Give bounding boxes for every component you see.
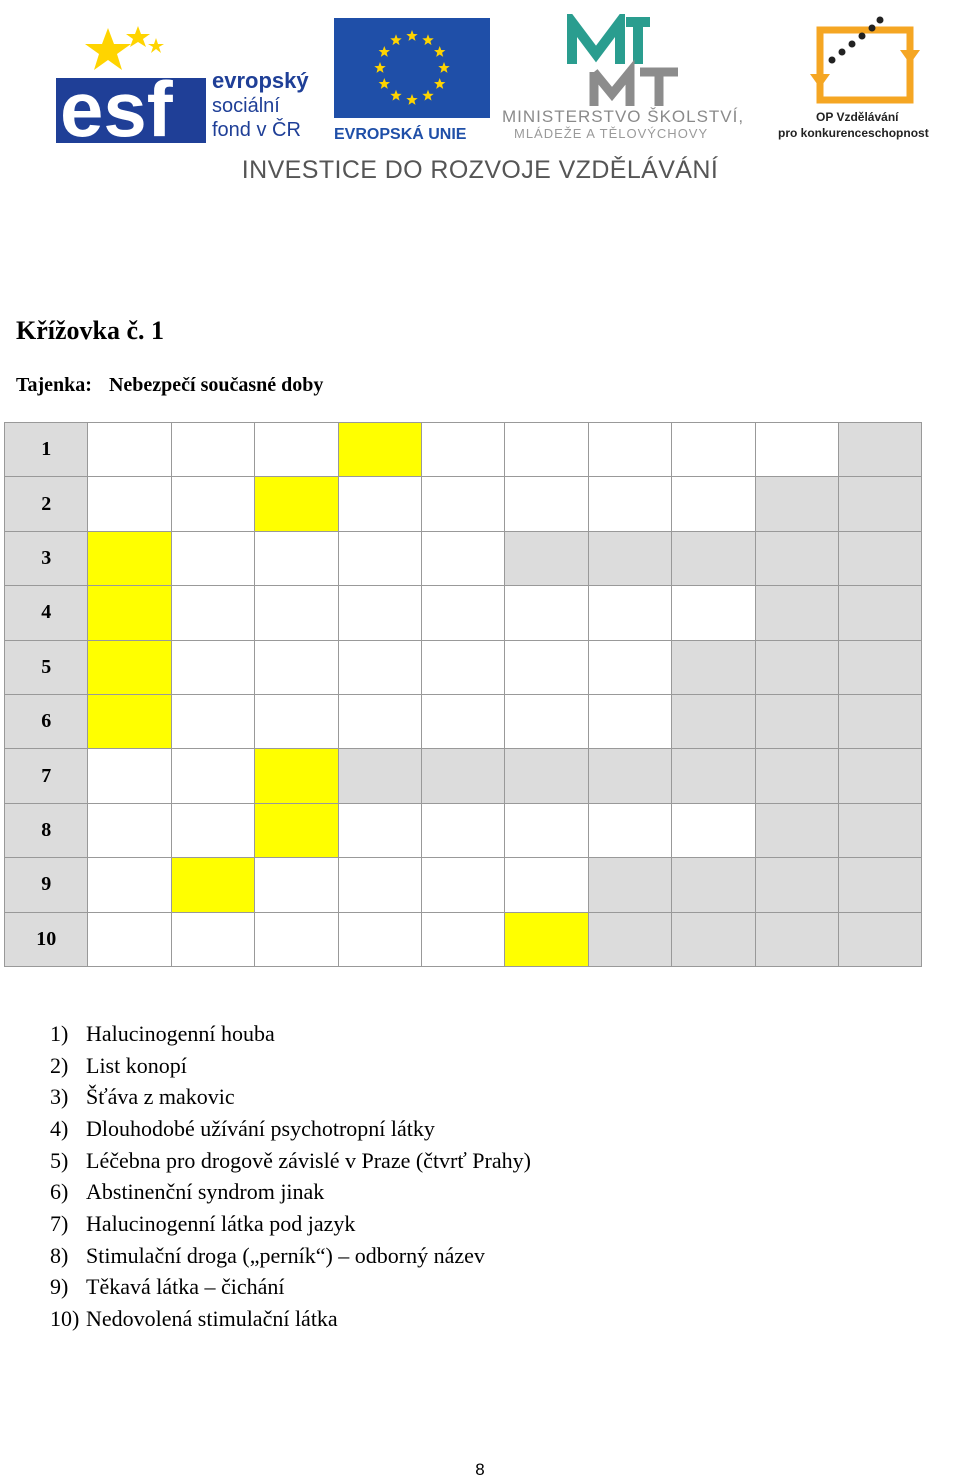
- grid-row: [5, 803, 922, 857]
- grid-cell-blocked: [505, 749, 588, 803]
- grid-cell[interactable]: [505, 586, 588, 640]
- grid-cell-highlight[interactable]: [255, 749, 338, 803]
- grid-cell[interactable]: [588, 477, 671, 531]
- grid-cell[interactable]: [338, 912, 421, 966]
- grid-row: [5, 858, 922, 912]
- grid-row: [5, 749, 922, 803]
- grid-cell[interactable]: [421, 477, 504, 531]
- grid-cell-blocked: [838, 803, 921, 857]
- clue-number: 8): [50, 1242, 69, 1268]
- grid-cell-highlight[interactable]: [88, 531, 171, 585]
- clue-item: [50, 1081, 531, 1113]
- grid-cell[interactable]: [421, 912, 504, 966]
- grid-cell-blocked: [755, 749, 838, 803]
- grid-cell[interactable]: [171, 477, 254, 531]
- grid-cell[interactable]: [588, 586, 671, 640]
- grid-cell[interactable]: [505, 803, 588, 857]
- crossword-grid: [4, 422, 922, 967]
- grid-cell[interactable]: [255, 640, 338, 694]
- grid-row: [5, 531, 922, 585]
- headline: INVESTICE DO ROZVOJE VZDĚLÁVÁNÍ: [241, 156, 719, 184]
- grid-row: [5, 477, 922, 531]
- grid-cell[interactable]: [505, 640, 588, 694]
- grid-cell[interactable]: [338, 640, 421, 694]
- grid-cell-blocked: [838, 423, 921, 477]
- grid-cell[interactable]: [88, 912, 171, 966]
- msmt-line2: MLÁDEŽE A TĚLOVÝCHOVY: [514, 126, 709, 141]
- clue-text: Halucinogenní látka pod jazyk: [86, 1210, 356, 1236]
- grid-row-number: 6: [5, 694, 88, 748]
- clue-number: 7): [50, 1210, 69, 1236]
- grid-cell[interactable]: [255, 531, 338, 585]
- grid-cell-blocked: [838, 749, 921, 803]
- grid-cell-blocked: [838, 912, 921, 966]
- grid-cell-blocked: [672, 531, 755, 585]
- clue-item: [50, 1050, 531, 1082]
- grid-cell[interactable]: [421, 423, 504, 477]
- grid-cell[interactable]: [588, 803, 671, 857]
- grid-row-number: 2: [5, 477, 88, 531]
- grid-cell-highlight[interactable]: [88, 694, 171, 748]
- grid-cell[interactable]: [338, 477, 421, 531]
- grid-cell-blocked: [838, 858, 921, 912]
- eu-label: EVROPSKÁ UNIE: [334, 126, 467, 143]
- grid-cell-highlight[interactable]: [255, 803, 338, 857]
- tajenka: [16, 374, 323, 397]
- grid-cell-blocked: [838, 477, 921, 531]
- grid-row: [5, 912, 922, 966]
- clue-number: 9): [50, 1274, 69, 1300]
- grid-cell[interactable]: [672, 423, 755, 477]
- clue-item: [50, 1272, 531, 1304]
- grid-cell-blocked: [838, 586, 921, 640]
- grid-cell[interactable]: [755, 423, 838, 477]
- grid-cell[interactable]: [171, 640, 254, 694]
- grid-cell[interactable]: [171, 423, 254, 477]
- grid-cell-blocked: [588, 912, 671, 966]
- grid-row-number: 7: [5, 749, 88, 803]
- grid-cell-blocked: [421, 749, 504, 803]
- grid-cell-highlight[interactable]: [338, 423, 421, 477]
- grid-row: [5, 694, 922, 748]
- grid-cell[interactable]: [672, 586, 755, 640]
- grid-cell-blocked: [755, 858, 838, 912]
- grid-cell-blocked: [755, 803, 838, 857]
- grid-row-number: 5: [5, 640, 88, 694]
- grid-cell[interactable]: [338, 586, 421, 640]
- clue-number: 3): [50, 1084, 69, 1110]
- clue-text: Těkavá látka – čichání: [86, 1274, 285, 1300]
- grid-cell-blocked: [588, 531, 671, 585]
- clue-item: [50, 1145, 531, 1177]
- page-number: 8: [475, 1460, 485, 1479]
- clue-number: 10): [50, 1306, 80, 1332]
- esf-line3: fond v ČR: [212, 119, 301, 141]
- clue-text: List konopí: [86, 1052, 187, 1078]
- grid-cell[interactable]: [338, 531, 421, 585]
- msmt-logo: [500, 14, 770, 144]
- grid-row: [5, 586, 922, 640]
- grid-cell[interactable]: [171, 749, 254, 803]
- grid-row-number: 10: [5, 912, 88, 966]
- clue-text: Dlouhodobé užívání psychotropní látky: [86, 1115, 435, 1141]
- clue-text: Abstinenční syndrom jinak: [86, 1179, 325, 1205]
- grid-cell[interactable]: [88, 858, 171, 912]
- clue-item: [50, 1113, 531, 1145]
- grid-row-number: 8: [5, 803, 88, 857]
- grid-cell[interactable]: [421, 803, 504, 857]
- op-line1: OP Vzdělávání: [816, 110, 899, 124]
- grid-cell[interactable]: [255, 694, 338, 748]
- clue-item: [50, 1303, 531, 1335]
- grid-cell[interactable]: [255, 912, 338, 966]
- clue-number: 4): [50, 1115, 69, 1141]
- header-logos: [0, 0, 960, 200]
- clue-number: 1): [50, 1020, 69, 1046]
- grid-cell-blocked: [672, 912, 755, 966]
- grid-cell[interactable]: [255, 586, 338, 640]
- eu-logo: [334, 18, 490, 143]
- grid-cell[interactable]: [588, 640, 671, 694]
- grid-cell[interactable]: [421, 531, 504, 585]
- tajenka-value: Nebezpečí současné doby: [108, 374, 324, 396]
- grid-row-number: 4: [5, 586, 88, 640]
- grid-cell-blocked: [755, 586, 838, 640]
- grid-cell-blocked: [338, 749, 421, 803]
- grid-cell[interactable]: [88, 423, 171, 477]
- clue-text: Šťáva z makovic: [86, 1084, 235, 1110]
- grid-cell[interactable]: [255, 858, 338, 912]
- grid-cell[interactable]: [88, 749, 171, 803]
- grid-cell[interactable]: [171, 694, 254, 748]
- grid-row-number: 9: [5, 858, 88, 912]
- grid-cell[interactable]: [171, 586, 254, 640]
- grid-cell[interactable]: [171, 531, 254, 585]
- grid-cell[interactable]: [338, 694, 421, 748]
- grid-cell[interactable]: [588, 423, 671, 477]
- grid-cell-blocked: [672, 749, 755, 803]
- grid-cell[interactable]: [505, 477, 588, 531]
- grid-cell-blocked: [588, 749, 671, 803]
- clue-list: [50, 1018, 531, 1335]
- grid-cell-highlight[interactable]: [88, 586, 171, 640]
- op-logo: [776, 14, 948, 144]
- grid-row: [5, 640, 922, 694]
- clue-text: Léčebna pro drogově závislé v Praze (čtvrť Prahy): [86, 1147, 531, 1173]
- grid-cell-blocked: [755, 694, 838, 748]
- clue-number: 5): [50, 1147, 69, 1173]
- clue-item: [50, 1240, 531, 1272]
- grid-cell[interactable]: [338, 803, 421, 857]
- grid-row-number: 1: [5, 423, 88, 477]
- clue-item: [50, 1018, 531, 1050]
- grid-cell[interactable]: [88, 477, 171, 531]
- clue-item: [50, 1176, 531, 1208]
- esf-line2: sociální: [212, 95, 280, 117]
- grid-cell[interactable]: [505, 858, 588, 912]
- grid-cell-blocked: [838, 640, 921, 694]
- grid-cell-blocked: [838, 531, 921, 585]
- grid-cell-blocked: [755, 531, 838, 585]
- esf-logo: [56, 18, 326, 143]
- grid-cell[interactable]: [421, 858, 504, 912]
- grid-cell[interactable]: [88, 803, 171, 857]
- clue-number: 2): [50, 1052, 69, 1078]
- grid-cell[interactable]: [588, 694, 671, 748]
- grid-row-number: 3: [5, 531, 88, 585]
- clue-item: [50, 1208, 531, 1240]
- grid-cell-blocked: [505, 531, 588, 585]
- grid-cell[interactable]: [672, 803, 755, 857]
- clue-text: Nedovolená stimulační látka: [86, 1306, 338, 1332]
- grid-cell-blocked: [755, 477, 838, 531]
- grid-row: [5, 423, 922, 477]
- grid-cell[interactable]: [421, 586, 504, 640]
- grid-cell[interactable]: [171, 912, 254, 966]
- clue-text: Stimulační droga („perník“) – odborný název: [86, 1242, 485, 1268]
- page-title: Křížovka č. 1: [16, 316, 165, 345]
- grid-cell-blocked: [755, 912, 838, 966]
- grid-cell-highlight[interactable]: [255, 477, 338, 531]
- grid-cell-blocked: [755, 640, 838, 694]
- grid-cell[interactable]: [338, 858, 421, 912]
- grid-cell[interactable]: [171, 803, 254, 857]
- grid-cell-highlight[interactable]: [505, 912, 588, 966]
- grid-cell[interactable]: [421, 694, 504, 748]
- grid-cell-highlight[interactable]: [171, 858, 254, 912]
- grid-cell[interactable]: [505, 694, 588, 748]
- grid-cell-highlight[interactable]: [88, 640, 171, 694]
- clue-number: 6): [50, 1179, 69, 1205]
- grid-cell-blocked: [588, 858, 671, 912]
- grid-cell[interactable]: [672, 477, 755, 531]
- grid-cell-blocked: [672, 858, 755, 912]
- tajenka-label: Tajenka:: [16, 374, 92, 396]
- grid-cell-blocked: [838, 694, 921, 748]
- clue-text: Halucinogenní houba: [86, 1020, 275, 1046]
- msmt-line1: MINISTERSTVO ŠKOLSTVÍ,: [502, 107, 745, 126]
- grid-cell[interactable]: [421, 640, 504, 694]
- esf-line1: evropský: [212, 68, 309, 93]
- grid-cell-blocked: [672, 640, 755, 694]
- grid-cell[interactable]: [255, 423, 338, 477]
- grid-cell-blocked: [672, 694, 755, 748]
- op-line2: pro konkurenceschopnost: [778, 126, 929, 140]
- esf-letters: esf: [60, 65, 173, 143]
- grid-cell[interactable]: [505, 423, 588, 477]
